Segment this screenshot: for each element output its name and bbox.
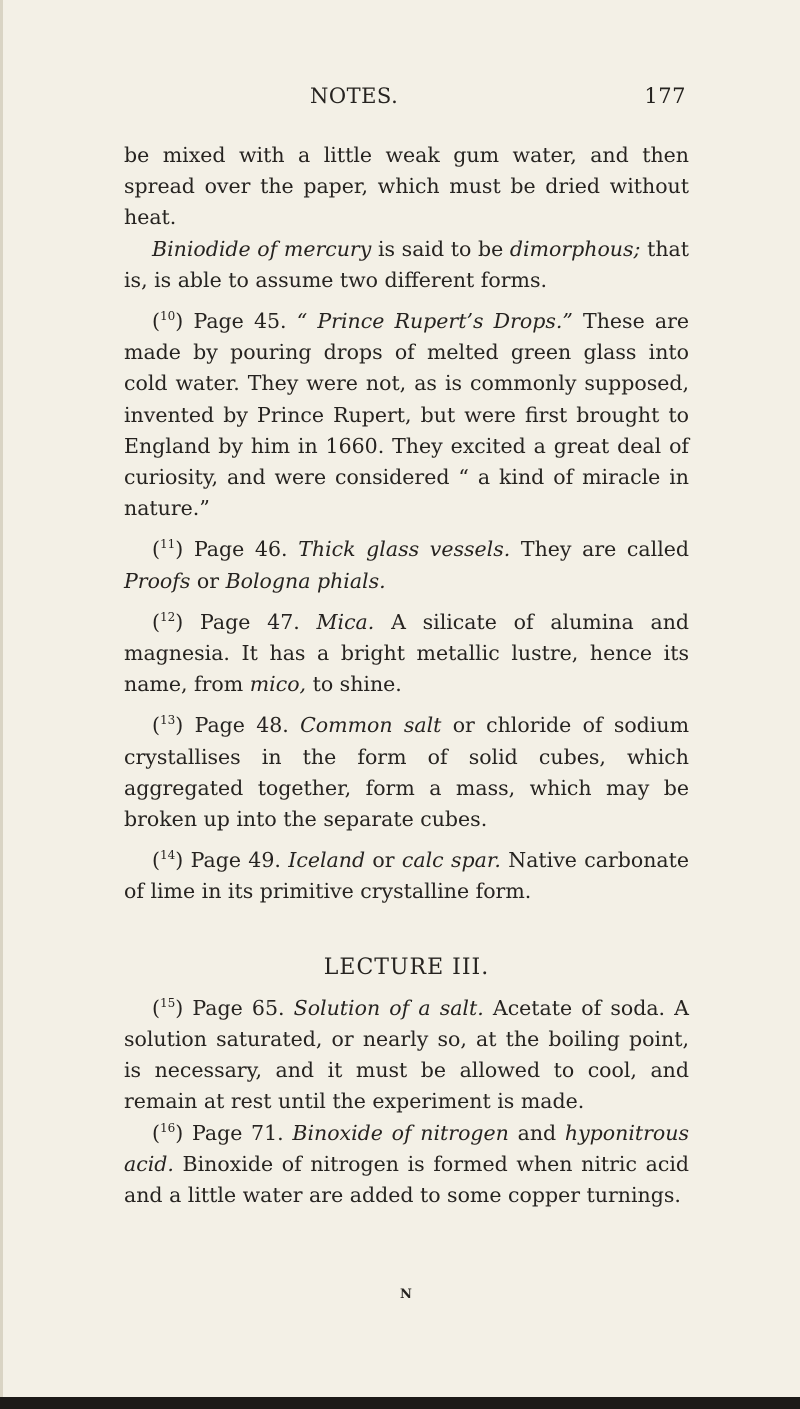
note-14: ($^{14}$) Page 49. Iceland or calc spar. Native carbonate of lime in its primitive crystalline form. [124, 848, 690, 904]
note-15: ($^{15}$) Page 65. Solution of a salt. Acetate of soda. A solution saturated, or nearly so, at the boiling point, is necessary, and it must be allowed to cool, and remain at rest until the experiment is made. [124, 995, 689, 1114]
page-body [124, 140, 689, 1211]
note-13: ($^{13}$) Page 48. Common salt or chloride of sodium crystallises in the form of solid cubes, which aggregated together, form a mass, which may be broken up into the separate cubes. [124, 713, 690, 832]
note-12: ($^{12}$) Page 47. Mica. A silicate of alumina and magnesia. It has a bright metallic lustre, hence its name, from mico, to shine. [124, 609, 690, 697]
note-16: ($^{16}$) Page 71. Binoxide of nitrogen and hyponitrous acid. Binoxide of nitrogen is formed when nitric acid and a little water are added to some copper turnings. [124, 1120, 689, 1208]
biniodide-paragraph: Biniodide of mercury is said to be dimorphous; that is, is able to assume two different forms. [124, 236, 689, 292]
bottom-border [0, 1397, 800, 1409]
section-heading: LECTURE III. [323, 954, 490, 980]
continuation-paragraph: be mixed with a little weak gum water, and then spread over the paper, which must be dried without heat. [124, 143, 689, 230]
page-edge [0, 0, 3, 1409]
header-title: NOTES. [310, 84, 399, 108]
signature-mark: N [400, 1287, 412, 1302]
note-10: ($^{10}$) Page 45. “ Prince Rupert’s Drops.” These are made by pouring drops of melted green glass into cold water. They were not, as is commonly supposed, invented by Prince Rupert, but were first brought to England by him in 1660. They excited a great deal of curiosity, and were considered “ a kind of miracle in nature.” [124, 309, 690, 521]
page-number: 177 [644, 84, 686, 108]
note-11: ($^{11}$) Page 46. Thick glass vessels. They are called Proofs or Bologna phials. [124, 537, 689, 593]
